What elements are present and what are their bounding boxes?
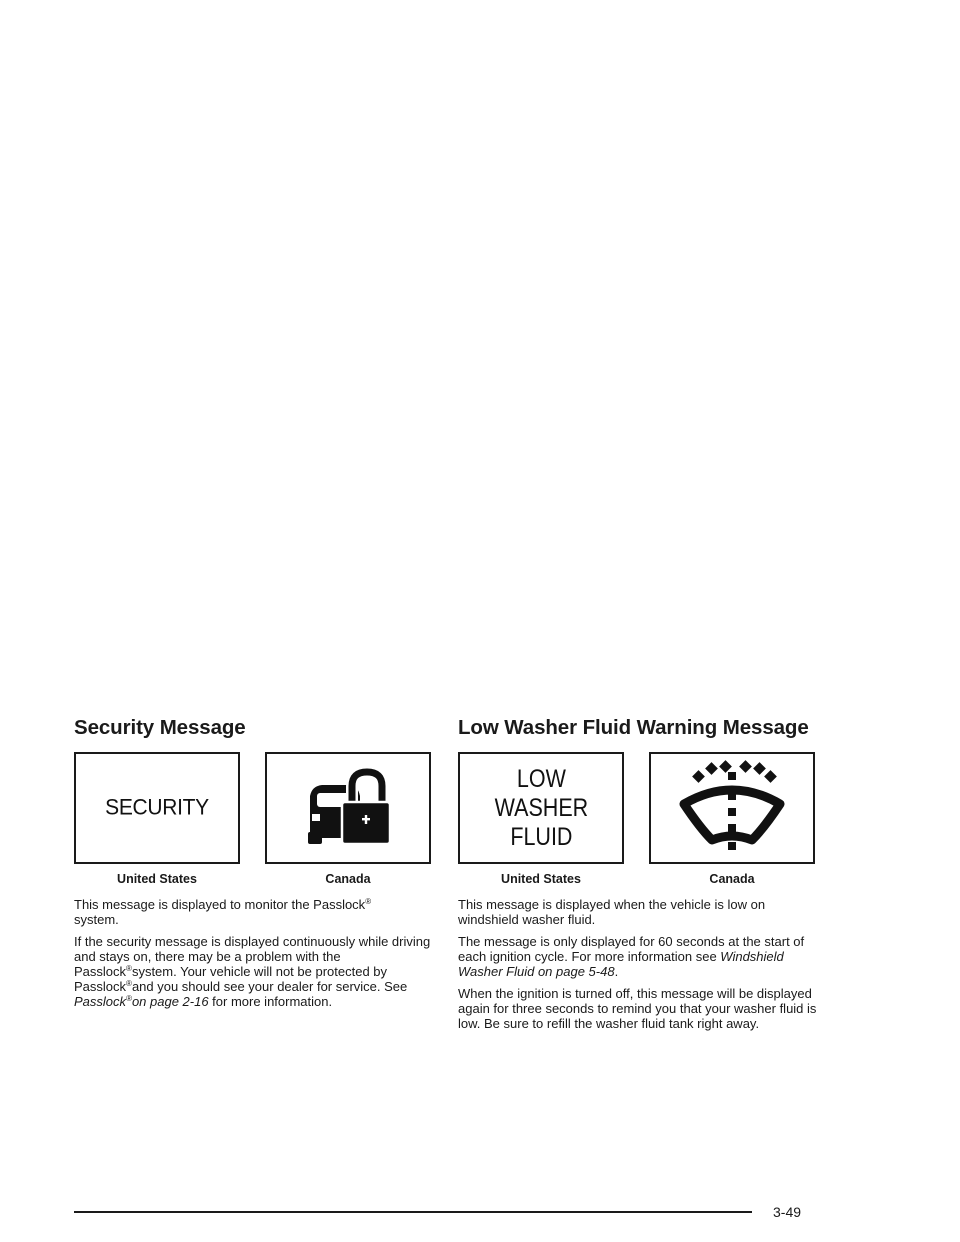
caption-united-states: United States [117, 872, 197, 886]
washer-figure-canada [649, 752, 815, 886]
passlock-reference-link[interactable]: Passlock®on page 2-16 [74, 994, 209, 1009]
washer-display-line-3: FLUID [509, 822, 573, 851]
security-figure-canada [265, 752, 431, 886]
caption-canada-washer: Canada [709, 872, 755, 886]
washer-paragraph-1: This message is displayed when the vehicle is low on windshield washer fluid. [458, 897, 766, 927]
security-paragraph-2: If the security message is displayed continuously while driving and stays on, there may be a problem with the Passlock®system. Your vehicle will not be protected by Passlock®and you should see your dealer for service. See Passlock®on page 2-16 for more information. [74, 934, 431, 1009]
washer-display-text [494, 765, 588, 852]
footer-rule [74, 1211, 752, 1213]
security-paragraph-1: This message is displayed to monitor the Passlock® system. [74, 897, 372, 927]
security-display-text: SECURITY [105, 795, 209, 820]
washer-panel-us [458, 752, 624, 864]
washer-panel-canada [649, 752, 815, 864]
security-figures [74, 752, 431, 886]
caption-united-states-washer: United States [501, 872, 581, 886]
security-panel-us [74, 752, 240, 864]
washer-paragraph-2: The message is only displayed for 60 seconds at the start of each ignition cycle. For more information see Windshield Washer Fluid on page 5-48. [458, 934, 805, 979]
security-figure-us [74, 752, 240, 886]
washer-section [458, 716, 818, 1038]
washer-display-line-2: WASHER [494, 793, 588, 822]
caption-canada: Canada [325, 872, 371, 886]
security-section [74, 716, 434, 1016]
washer-display-line-1: LOW [516, 764, 566, 793]
washer-heading: Low Washer Fluid Warning Message [458, 716, 809, 739]
washer-fluid-reference-link[interactable]: Windshield Washer Fluid on page 5-48 [458, 949, 784, 979]
page-number: 3-49 [773, 1204, 802, 1220]
security-panel-canada [265, 752, 431, 864]
windshield-washer-icon [676, 758, 788, 858]
washer-figures [458, 752, 815, 886]
washer-figure-us [458, 752, 624, 886]
car-padlock-icon [300, 766, 396, 850]
security-heading: Security Message [74, 716, 246, 739]
washer-paragraph-3: When the ignition is turned off, this message will be displayed again for three seconds to remind you that your washer fluid is low. Be sure to refill the washer fluid tank right away. [458, 986, 817, 1031]
